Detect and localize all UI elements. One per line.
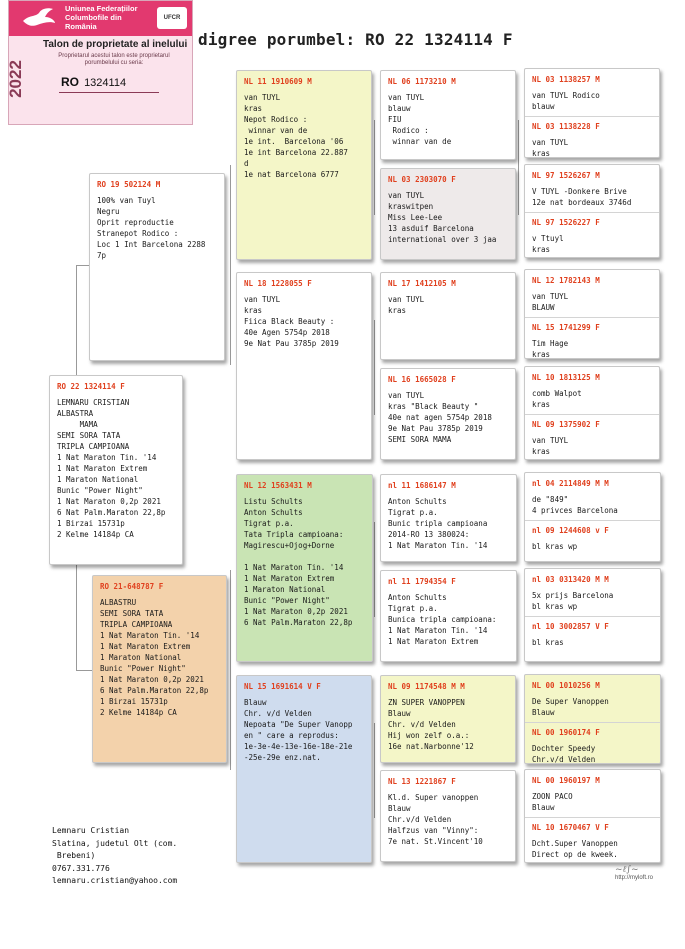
- card-divider: [525, 722, 660, 723]
- pedigree-card-ddd: [380, 770, 516, 862]
- card-divider: [525, 414, 659, 415]
- ring-number: nl 11 1794354 F: [388, 577, 456, 586]
- ring-number: NL 10 1670467 V F: [532, 823, 609, 832]
- connector-line: [518, 120, 519, 215]
- ring-number: NL 00 1010256 M: [532, 681, 600, 690]
- pedigree-card-dam-sire: [236, 474, 373, 662]
- ring-number: NL 16 1665028 F: [388, 375, 456, 384]
- ring-number: NL 15 1691614 V F: [244, 682, 321, 691]
- ring-number: NL 03 1138228 F: [532, 122, 600, 131]
- card-divider: [525, 212, 659, 213]
- card-details: Listu Schults Anton Schults Tigrat p.a. Tata Tripla campioana: Magirescu+Ojog+Dorne 1 Nat Maraton Tin. '14 1 Nat Maraton Extrem 1 Maraton National Bunic "Power Night" 1 Nat Maraton 0,2p 2021 6 Nat Palm.Maraton 22,8p: [244, 497, 353, 627]
- federation-logo: UFCR: [157, 7, 187, 29]
- connector-line: [76, 670, 92, 671]
- talon-title: Talon de proprietate al inelului: [43, 39, 188, 50]
- pedigree-card-pair-3: [524, 269, 660, 359]
- card-details: Tim Hage kras: [532, 339, 569, 359]
- connector-line: [230, 165, 231, 365]
- card-details: ZN SUPER VANOPPEN Blauw Chr. v/d Velden Hij won zelf o.a.: 16e nat.Narbonne'12: [388, 698, 474, 751]
- designer-signature: [615, 864, 665, 881]
- pedigree-card-sds: [380, 272, 516, 360]
- pedigree-card-sire: [89, 173, 225, 361]
- card-details: De Super Vanoppen Blauw: [532, 697, 609, 717]
- card-details: v Ttuyl kras: [532, 234, 564, 254]
- ring-number: NL 11 1910609 M: [244, 77, 312, 86]
- card-details: bl kras wp: [532, 542, 578, 551]
- ring-number: NL 97 1526267 M: [532, 171, 600, 180]
- card-details: ALBASTRU SEMI SORA TATA TRIPLA CAMPIOANA 1 Nat Maraton Tin. '14 1 Nat Maraton Extrem 1 Maraton National Bunic "Power Night" 1 Nat Maraton 0,2p 2021 6 Nat Palm.Maraton 22,8p 1 Birzai 15731p 2 Kelme 14184p CA: [100, 598, 209, 717]
- card-details: 5x prijs Barcelona bl kras wp: [532, 591, 614, 611]
- pedigree-card-ssd: [380, 168, 516, 260]
- ring-number: NL 09 1375902 F: [532, 420, 600, 429]
- card-details: van TUYL kras Nepot Rodico : winnar van de 1e int. Barcelona '06 1e int Barcelona 22.887 d 1e nat Barcelona 6777: [244, 93, 348, 179]
- ring-number: nl 10 3002857 V F: [532, 622, 609, 631]
- stamp-ring-digits: 1324114: [84, 77, 127, 89]
- signature-mark: ~ℓ∫~: [615, 865, 639, 875]
- federation-name: [65, 4, 151, 31]
- pedigree-card-pair-8: [524, 769, 661, 863]
- pedigree-card-sire-sire: [236, 70, 372, 260]
- card-details: Dcht.Super Vanoppen Direct op de kweek.: [532, 839, 618, 859]
- ring-number: RO 22 1324114 F: [57, 382, 125, 391]
- connector-line: [374, 120, 375, 215]
- ring-ownership-stamp: [5, 0, 193, 125]
- card-details: Kl.d. Super vanoppen Blauw Chr.v/d Velden Halfzus van "Vinny": 7e nat. St.Vincent'10: [388, 793, 483, 846]
- ring-number: nl 04 2114849 M M: [532, 479, 609, 488]
- card-details: van TUYL kras: [532, 138, 569, 158]
- card-details: de "849" 4 privces Barcelona: [532, 495, 618, 515]
- card-details: van TUYL BLAUW: [532, 292, 569, 312]
- ring-number: RO 21-648787 F: [100, 582, 164, 591]
- stamp-underline: [59, 92, 159, 93]
- pedigree-card-pair-1: [524, 68, 660, 158]
- card-details: van TUYL blauw FIU Rodico : winnar van de: [388, 93, 452, 146]
- ring-number: NL 03 1138257 M: [532, 75, 600, 84]
- pedigree-card-sdd: [380, 368, 516, 460]
- owner-contact: Lemnaru Cristian Slatina, judetul Olt (com. Brebeni) 0767.331.776 lemnaru.cristian@yahoo.com: [52, 826, 178, 885]
- pedigree-card-subject: [49, 375, 183, 565]
- pedigree-card-dss: [380, 474, 517, 562]
- connector-line: [76, 265, 77, 378]
- connector-line: [230, 570, 231, 770]
- ring-number: NL 18 1228055 F: [244, 279, 312, 288]
- pedigree-card-pair-6: [524, 568, 661, 662]
- ring-number: NL 97 1526227 F: [532, 218, 600, 227]
- dove-logo-icon: [21, 5, 57, 31]
- card-details: van TUYL kras: [532, 436, 569, 456]
- stamp-ring-prefix: RO: [61, 75, 79, 89]
- card-details: ZOON PACO Blauw: [532, 792, 573, 812]
- pedigree-card-pair-7: [524, 674, 661, 764]
- card-details: comb Walpot kras: [532, 389, 582, 409]
- pedigree-card-dsd: [380, 570, 517, 662]
- ring-number: nl 03 0313420 M M: [532, 575, 609, 584]
- ring-number: NL 00 1960197 M: [532, 776, 600, 785]
- card-details: van TUYL kras Fiica Black Beauty : 40e Agen 5754p 2018 9e Nat Pau 3785p 2019: [244, 295, 339, 348]
- card-details: bl kras: [532, 638, 564, 647]
- connector-line: [374, 723, 375, 818]
- ring-number: NL 09 1174548 M M: [388, 682, 465, 691]
- ring-number: NL 00 1960174 F: [532, 728, 600, 737]
- card-details: LEMNARU CRISTIAN ALBASTRA MAMA SEMI SORA TATA TRIPLA CAMPIOANA 1 Nat Maraton Tin. '14 1 Nat Maraton Extrem 1 Maraton National Bunic "Power Night" 1 Nat Maraton 0,2p 2021 6 Nat Palm.Maraton 22,8p 1 Birzai 15731p 2 Kelme 14184p CA: [57, 398, 166, 539]
- card-divider: [525, 520, 660, 521]
- ring-number: NL 17 1412105 M: [388, 279, 456, 288]
- signature-url: http://myloft.ro: [615, 875, 654, 881]
- card-details: Dochter Speedy Chr.v/d Velden: [532, 744, 596, 764]
- card-details: van TUYL kras: [388, 295, 425, 315]
- ring-number: NL 06 1173210 M: [388, 77, 456, 86]
- ring-number: NL 10 1813125 M: [532, 373, 600, 382]
- card-details: Anton Schults Tigrat p.a. Bunic tripla campioana 2014-RO 13 380024: 1 Nat Maraton Tin. '14: [388, 497, 488, 550]
- connector-line: [76, 265, 89, 266]
- pedigree-card-sire-dam: [236, 272, 372, 460]
- ring-number: NL 12 1782143 M: [532, 276, 600, 285]
- stamp-ring-number: [61, 75, 126, 89]
- pedigree-card-dds: [380, 675, 516, 763]
- pedigree-card-dam-dam: [236, 675, 372, 863]
- pedigree-card-pair-2: [524, 164, 660, 258]
- ring-number: nl 11 1686147 M: [388, 481, 456, 490]
- card-details: Anton Schults Tigrat p.a. Bunica tripla campioana: 1 Nat Maraton Tin. '14 1 Nat Maraton Extrem: [388, 593, 497, 646]
- connector-line: [374, 320, 375, 415]
- federation-line-2: Columbofile din România: [65, 13, 122, 31]
- card-divider: [525, 817, 660, 818]
- card-details: V TUYL -Donkere Brive 12e nat bordeaux 3746d: [532, 187, 632, 207]
- card-details: van TUYL kraswitpen Miss Lee-Lee 13 asduif Barcelona international over 3 jaa: [388, 191, 497, 244]
- pedigree-card-dam: [92, 575, 227, 763]
- card-details: van TUYL Rodico blauw: [532, 91, 600, 111]
- pedigree-card-sss: [380, 70, 516, 160]
- card-details: van TUYL kras "Black Beauty " 40e nat agen 5754p 2018 9e Nat Pau 3785p 2019 SEMI SORA MAMA: [388, 391, 492, 444]
- card-details: Blauw Chr. v/d Velden Nepoata "De Super Vanopp en " care a reprodus: 1e-3e-4e-13e-16e-18e-21e -25e-29e enz.nat.: [244, 698, 353, 762]
- card-divider: [525, 616, 660, 617]
- pedigree-title: digree porumbel: RO 22 1324114 F: [198, 30, 513, 49]
- card-details: 100% van Tuyl Negru Oprit reproductie Stranepot Rodico : Loc 1 Int Barcelona 2288 7p: [97, 196, 206, 260]
- ring-number: NL 12 1563431 M: [244, 481, 312, 490]
- ring-number: nl 09 1244608 v F: [532, 526, 609, 535]
- ring-number: NL 15 1741299 F: [532, 323, 600, 332]
- card-divider: [525, 116, 659, 117]
- pedigree-card-pair-4: [524, 366, 660, 460]
- federation-line-1: Uniunea Federațiilor: [65, 4, 138, 13]
- ring-number: NL 03 2303070 F: [388, 175, 456, 184]
- ring-number: RO 19 502124 M: [97, 180, 161, 189]
- card-divider: [525, 317, 659, 318]
- connector-line: [76, 548, 77, 670]
- ring-number: NL 13 1221867 F: [388, 777, 456, 786]
- talon-subtitle: Proprietarul acestui talon este proprietarul porumbelului cu seria:: [58, 53, 170, 66]
- connector-line: [374, 522, 375, 617]
- pedigree-card-pair-5: [524, 472, 661, 562]
- stamp-year: 2022: [5, 60, 25, 98]
